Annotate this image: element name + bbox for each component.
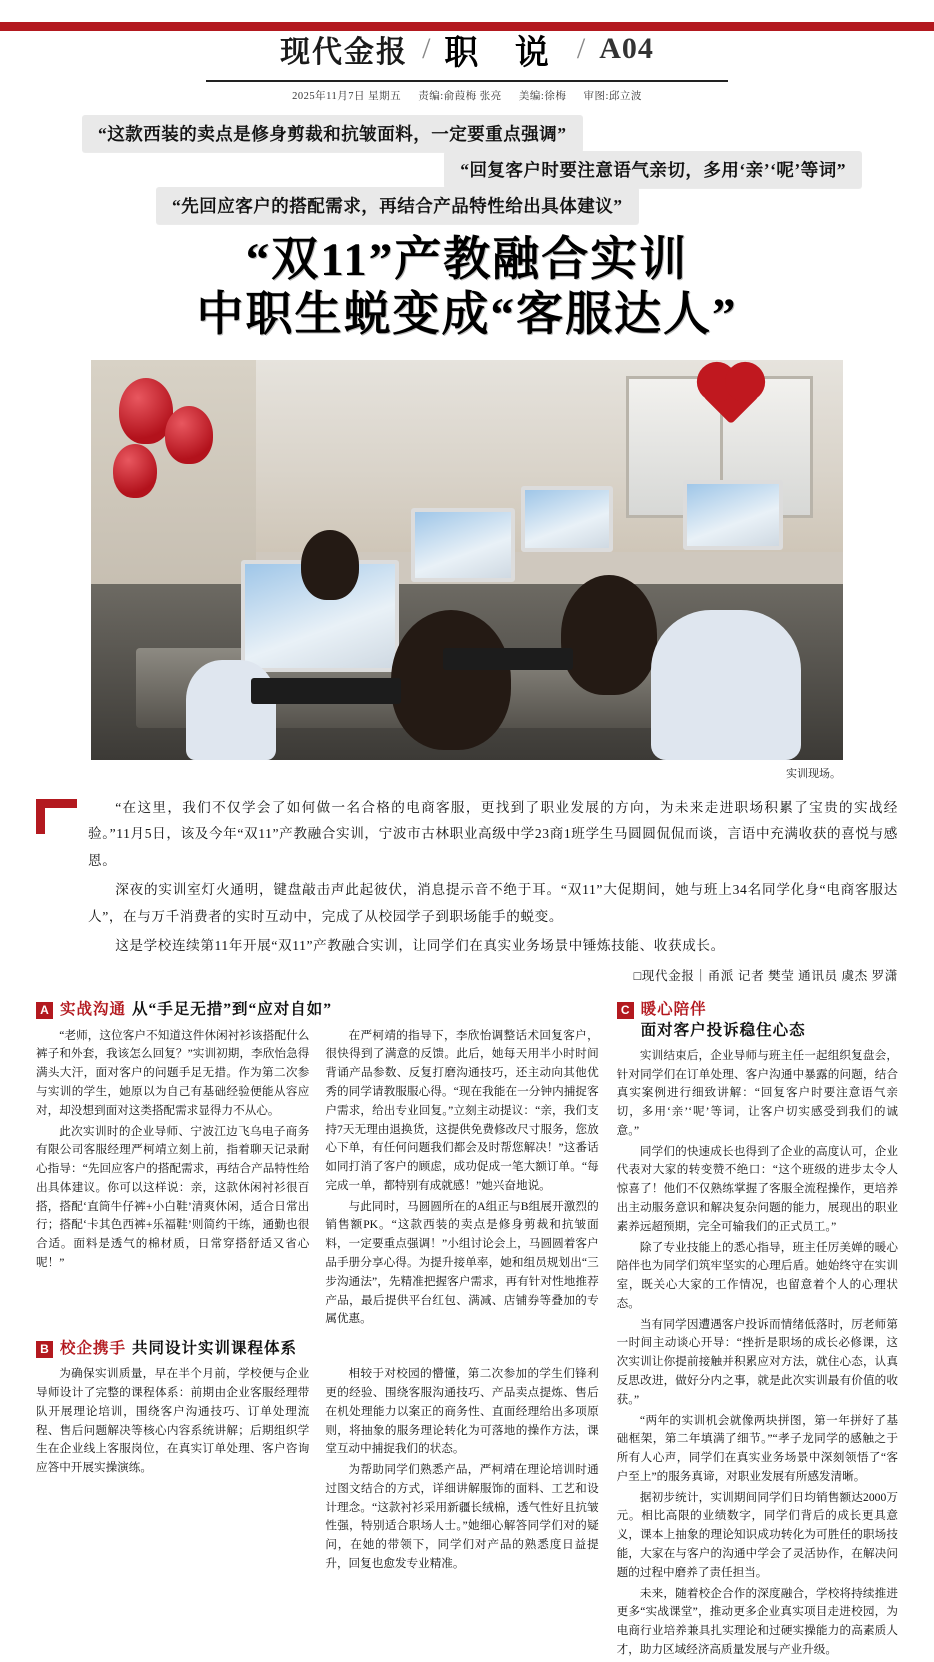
section-c-para-4: 当有同学因遭遇客户投诉而情绪低落时，厉老师第一时间主动谈心开导：“挫折是职场的成长必修课，这次实训让你提前接触并积累应对方法，就住心态，认真反思改进，做好分内之事，就是此次实训最有价值的收获。” bbox=[616, 1317, 898, 1406]
lead-corner-mark bbox=[36, 795, 72, 989]
balloon-icon bbox=[165, 406, 213, 464]
meta-editor: 责编:俞葭梅 张亮 bbox=[418, 91, 502, 102]
section-a-para-4: 与此同时，马圆圆所在的A组正与B组展开激烈的销售额PK。“这款西装的卖点是修身剪裁和抗皱面料，一定要重点强调！”小组讨论会上，马圆圆着客户品手册分享心得。为提升接单率，她和组员规划出“三步沟通法”，先精准把握客户需求，再有针对性地推荐产品，最后提供平台红包、满减、店铺券等叠加的专属优惠。 bbox=[325, 1199, 599, 1326]
photo-figure bbox=[91, 360, 843, 781]
section-b-para-2: 相较于对校园的懵懂，第二次参加的学生们锋利更的经验、围绕客服沟通技巧、产品卖点提炼、售后在机处理能力以案正的商务性、直面经理给出多项原则，将抽象的服务理论转化为可落地的操作方法，课堂互动中捕捉我们的状态。 bbox=[325, 1367, 599, 1456]
balloon-icon bbox=[113, 444, 157, 498]
section-badge-b: B bbox=[36, 1341, 53, 1358]
classroom-photo bbox=[91, 360, 843, 760]
lead-body bbox=[88, 795, 898, 989]
section-b-col-1 bbox=[36, 1365, 309, 1576]
section-b-heading bbox=[36, 1339, 599, 1359]
masthead-meta bbox=[36, 88, 898, 103]
section-title: 职 说 bbox=[444, 34, 563, 72]
section-c-para-1: 实训结束后，企业导师与班主任一起组织复盘会，针对同学们在订单处理、客户沟通中暴露的问题，结合真实案例进行细致讲解：“回复客户时要注意语气亲切，多用‘亲’‘呢’等词，让客户切实感受到我们的诚意。” bbox=[616, 1048, 898, 1137]
section-c-para-6: 据初步统计，实训期间同学们日均销售额达2000万元。相比高限的业绩数字，同学们背后的成长更具意义，课本上抽象的理论知识成功转化为可胜任的职场技能，大家在与客户的沟通中学会了灵活协作，在解决问题的过程中磨养了责任担当。 bbox=[616, 1490, 898, 1579]
section-b-para-3: 为帮助同学们熟悉产品，严柯靖在理论培训时通过图文结合的方式，详细讲解服饰的面料、工艺和设计理念。“这款衬衫采用新疆长绒棉，透气性好且抗皱性强，特别适合职场人士。”她细心解答同学们对的疑问，在她的带领下，同学们对产品的熟悉度日益提升，回复也愈发专业精准。 bbox=[325, 1463, 599, 1571]
meta-review: 审图:邱立波 bbox=[583, 91, 642, 102]
masthead-slash-2: / bbox=[576, 32, 586, 65]
section-c-para-2: 同学们的快速成长也得到了企业的高度认可，企业代表对大家的转变赞不绝口：“这个班级的进步太令人惊喜了！他们不仅熟练掌握了客服全流程操作，更培养出主动服务意识和解决复杂问题的能力，展现出的职业素养远超预期，完全可输我们的正式员工。” bbox=[616, 1144, 898, 1233]
section-c-subtitle: 面对客户投诉稳住心态 bbox=[640, 1021, 806, 1039]
byline: □现代金报｜甬派 记者 樊莹 通讯员 虞杰 罗潇 bbox=[633, 968, 898, 983]
page-number: A04 bbox=[599, 32, 654, 65]
meta-date: 2025年11月7日 星期五 bbox=[292, 91, 402, 102]
quote-banner-1: “这款西装的卖点是修身剪裁和抗皱面料，一定要重点强调” bbox=[82, 115, 583, 152]
meta-design: 美编:徐梅 bbox=[518, 91, 567, 102]
section-a-para-2: 此次实训时的企业导师、宁波江边飞乌电子商务有限公司客服经理严柯靖立刻上前，指着聊天记录耐心指导：“先回应客户的搭配需求，再结合产品特性给出具体建议。你可以这样说：亲，这款休闲衬衫很百搭，搭配‘直筒牛仔裤+小白鞋’清爽休闲，适合日常出行；搭配‘卡其色西裤+乐福鞋’则简约干练，通勤也很合适。面料是透气的棉材质，日常穿搭舒适又省心呢！” bbox=[36, 1124, 310, 1269]
lead-paragraph-3: 这是学校连续第11年开展“双11”产教融合实训，让同学们在真实业务场景中锤炼技能、收获成长。 bbox=[115, 938, 725, 954]
masthead-divider bbox=[206, 80, 728, 82]
section-b-subtitle: 共同设计实训课程体系 bbox=[132, 1340, 298, 1358]
masthead-slash-1: / bbox=[422, 32, 431, 65]
section-a-para-1: “老师，这位客户不知道这件休闲衬衫该搭配什么裤子和外套，我该怎么回复？”实训初期，李欣怡急得满头大汗，面对客户的问题手足无措。作为第二次参与实训的学生，她原以为自己有基础经验便能从容应对，却没想到面对这类搭配需求显得力不从心。 bbox=[36, 1028, 310, 1117]
lead-section bbox=[36, 795, 898, 989]
photo-caption: 实训现场。 bbox=[786, 767, 841, 780]
section-badge-a: A bbox=[36, 1002, 53, 1019]
section-badge-c: C bbox=[617, 1002, 634, 1019]
section-a-col-1 bbox=[36, 1027, 309, 1332]
section-b bbox=[36, 1339, 599, 1576]
quote-banners bbox=[36, 115, 898, 217]
section-b-para-1: 为确保实训质量，早在半个月前，学校便与企业导师设计了完整的课程体系：前期由企业客服经理带队开展理论培训，围绕客户沟通技巧、订单处理流程、售后问题解决等核心内容系统讲解；后期组织学生在企业线上客服岗位，在真实订单处理、客户咨询应答中开展实操演练。 bbox=[36, 1367, 310, 1475]
article-columns bbox=[36, 1000, 898, 1661]
section-a-heading bbox=[36, 1000, 599, 1020]
headline bbox=[36, 233, 898, 344]
column-right bbox=[617, 1000, 898, 1661]
section-a-subtitle: 从“手足无措”到“应对自如” bbox=[132, 1001, 333, 1019]
column-left bbox=[36, 1000, 599, 1661]
section-c-heading bbox=[617, 1000, 898, 1040]
headline-line-2: 中职生蜕变成“客服达人” bbox=[196, 289, 738, 342]
section-c-title: 暖心陪伴 bbox=[640, 1001, 707, 1019]
lead-paragraph-1: “在这里，我们不仅学会了如何做一名合格的电商客服，更找到了职业发展的方向，为未来走进职场积累了宝贵的实战经验。”11月5日，该及今年“双11”产教融合实训，宁波市古林职业高级中学23商1班学生马圆圆侃侃而谈，言语中充满收获的喜悦与感恩。 bbox=[88, 799, 898, 868]
paper-name: 现代金报 bbox=[280, 36, 409, 69]
section-b-col-2 bbox=[325, 1365, 598, 1576]
section-b-title: 校企携手 bbox=[60, 1340, 127, 1358]
section-a-title: 实战沟通 bbox=[60, 1001, 127, 1019]
section-c-para-3: 除了专业技能上的悉心指导，班主任厉美婵的暖心陪伴也为同学们筑牢坚实的心理后盾。她始终守在实训室，既关心大家的工作情况，也留意着个人的心理状态。 bbox=[616, 1240, 898, 1310]
newspaper-page bbox=[0, 22, 934, 1656]
lead-paragraph-2: 深夜的实训室灯火通明，键盘敲击声此起彼伏，消息提示音不绝于耳。“双11”大促期间，她与班上34名同学化身“电商客服达人”，在与万千消费者的实时互动中，完成了从校园学子到职场能手的蜕变。 bbox=[88, 882, 898, 924]
section-a bbox=[36, 1000, 599, 1331]
section-c-para-5: “两年的实训机会就像两块拼图，第一年拼好了基础框架，第二年填满了细节。”“孝子龙同学的感触之于所有人心声，同学们在真实业务场景中深刻领悟了“客户至上”的服务真谛，对职业发展有所感发清晰。 bbox=[616, 1413, 898, 1483]
section-a-para-3: 在严柯靖的指导下，李欣怡调整话术回复客户，很快得到了满意的反馈。此后，她每天用半小时时间背诵产品参数、反复打磨沟通技巧，还主动向其他优秀的同学请教服服心得。“现在我能在一分钟内捕捉客户需求，给出专业回复。”立刻主动提议：“亲，我们支持7天无理由退换货，这提供免费修改尺寸服务，您放心下单，有任何问题我们都会及时帮您解决！”这番话如同打消了客户的顾虑，成功促成一笔大额订单。“每完成一单，都特别有成就感！”她兴奋地说。 bbox=[325, 1028, 599, 1192]
section-a-col-2 bbox=[325, 1027, 598, 1332]
section-c-para-7: 未来，随着校企合作的深度融合，学校将持续推进更多“实战课堂”，推动更多企业真实项目走进校园，为电商行业培养兼具扎实理论和过硬实操能力的高素质人才，助力区域经济高质量发展与产业升级。 bbox=[616, 1586, 898, 1656]
masthead bbox=[36, 22, 898, 76]
headline-line-1: “双11”产教融合实训 bbox=[245, 234, 689, 286]
quote-banner-3: “先回应客户的搭配需求，再结合产品特性给出具体建议” bbox=[156, 187, 639, 224]
quote-banner-2: “回复客户时要注意语气亲切，多用‘亲’‘呢’等词” bbox=[444, 151, 862, 188]
